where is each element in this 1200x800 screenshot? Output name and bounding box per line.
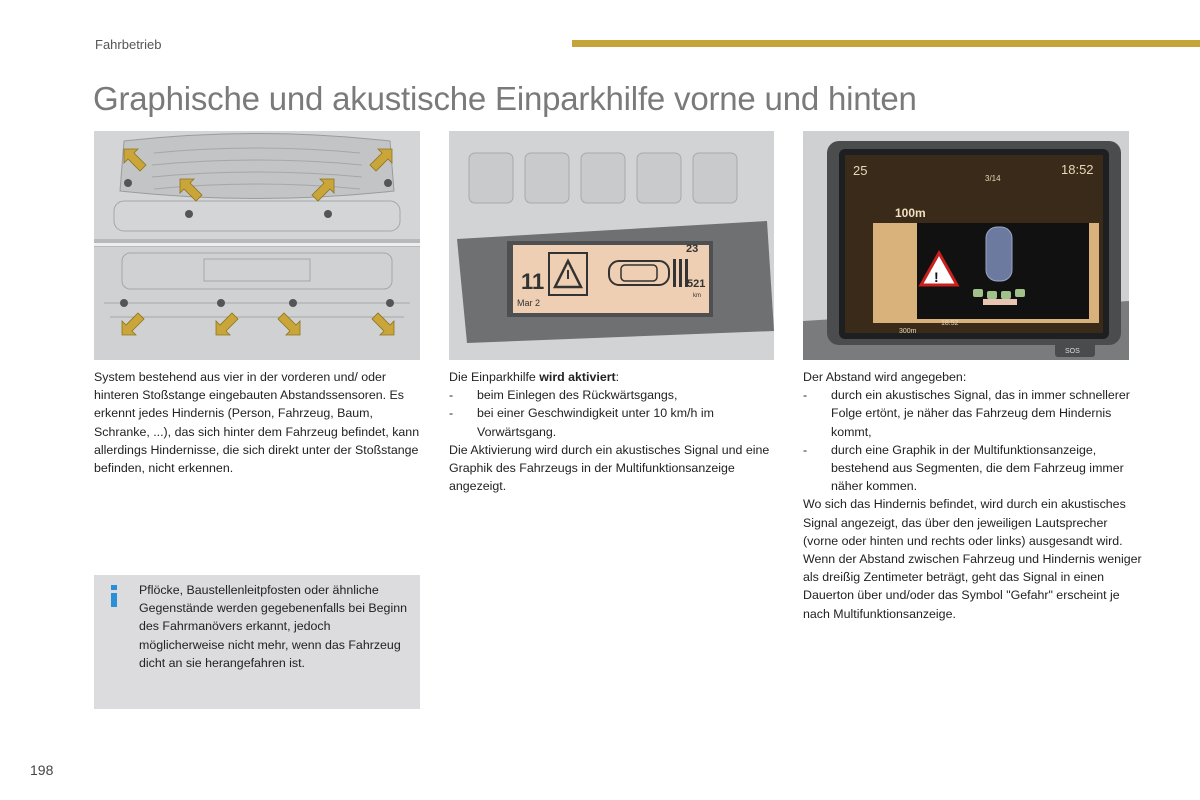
display-bottom-clock: 18:52	[941, 320, 959, 327]
multifunction-display-illustration	[803, 131, 1129, 360]
display-sos-label: SOS	[1065, 348, 1080, 355]
distance-bullet: - durch ein akustisches Signal, das in immer schnellerer Folge ertönt, je näher das Fahrzeug dem Hindernis kommt,	[803, 388, 1130, 439]
display-temp: 25	[853, 163, 868, 178]
dashboard-display-illustration	[449, 131, 774, 360]
svg-text:!: !	[934, 269, 939, 285]
info-note-text: Pflöcke, Baustellenleitpfosten oder ähnliche Gegenstände werden gegebenenfalls bei Beginn des Fahrmanövers erkannt, jedoch möglicherweise nicht mehr, wenn das Fahrzeug dicht an sie herangefahren ist.	[139, 583, 407, 670]
page-title: Graphische und akustische Einparkhilfe vorne und hinten	[93, 80, 917, 117]
info-note-box	[94, 575, 420, 709]
column-activation	[449, 368, 779, 495]
bumper-sensors-illustration	[94, 131, 420, 360]
distance-bullet-text: durch eine Graphik in der Multifunktionsanzeige, bestehend aus Segmenten, die dem Fahrzeug immer näher kommen.	[831, 442, 1124, 494]
activation-intro-bold: wird aktiviert	[539, 370, 616, 384]
column-system-description	[94, 368, 424, 477]
info-icon	[108, 585, 120, 607]
system-description-text: System bestehend aus vier in der vorderen und/ oder hinteren Stoßstange eingebauten Abstandssensoren. Es erkennt jedes Hindernis (Person, Fahrzeug, Baum, Schranke, ...), das sich hinter dem Fahrzeug befindet, kann allerdings Hindernisse, die sich direkt unter der Stoßstange befinden, nicht erkennen.	[94, 370, 420, 476]
dash-left-value: 11	[521, 269, 545, 294]
display-bottom-distance: 300m	[899, 328, 917, 335]
activation-intro	[449, 368, 779, 386]
distance-intro: Der Abstand wird angegeben:	[803, 370, 967, 384]
display-clock: 18:52	[1061, 162, 1094, 177]
activation-intro-end: :	[615, 370, 620, 384]
distance-para-location: Wo sich das Hindernis befindet, wird durch ein akustisches Signal angezeigt, das über den jeweiligen Lautsprecher (vorne oder hinten und rechts oder links) ausgesandt wird.	[803, 497, 1126, 548]
dash-unit: km	[693, 293, 701, 299]
distance-para-continuous: Wenn der Abstand zwischen Fahrzeug und Hindernis weniger als dreißig Zentimeter beträgt, geht das Signal in einen Dauerton über und/oder das Symbol "Gefahr" erscheint je nach Multifunktionsanzeige.	[803, 552, 1142, 621]
dash-top-value: 23	[686, 243, 699, 255]
header-accent-bar	[572, 40, 1200, 47]
page-number: 198	[30, 762, 54, 778]
activation-outro: Die Aktivierung wird durch ein akustisches Signal und eine Graphik des Fahrzeugs in der Multifunktionsanzeige angezeigt.	[449, 442, 770, 494]
activation-bullet: - beim Einlegen des Rückwärtsgangs,	[449, 388, 678, 403]
dash-date: Mar 2	[517, 298, 541, 308]
distance-bullet: - durch eine Graphik in der Multifunktionsanzeige, bestehend aus Segmenten, die dem Fahrzeug immer näher kommen.	[803, 442, 1124, 494]
column-distance-indication	[803, 368, 1143, 623]
activation-bullet-text: beim Einlegen des Rückwärtsgangs,	[477, 388, 678, 403]
section-label: Fahrbetrieb	[95, 37, 162, 52]
distance-bullet-text: durch ein akustisches Signal, das in immer schnellerer Folge ertönt, je näher das Fahrzeug dem Hindernis kommt,	[831, 388, 1130, 439]
activation-intro-plain: Die Einparkhilfe	[449, 370, 540, 384]
activation-bullet: - bei einer Geschwindigkeit unter 10 km/h im Vorwärtsgang.	[449, 406, 714, 439]
dash-right-value: 521	[687, 278, 706, 290]
display-track: 3/14	[985, 174, 1001, 183]
display-distance: 100m	[895, 206, 926, 220]
activation-bullet-text: bei einer Geschwindigkeit unter 10 km/h im Vorwärtsgang.	[477, 406, 714, 439]
